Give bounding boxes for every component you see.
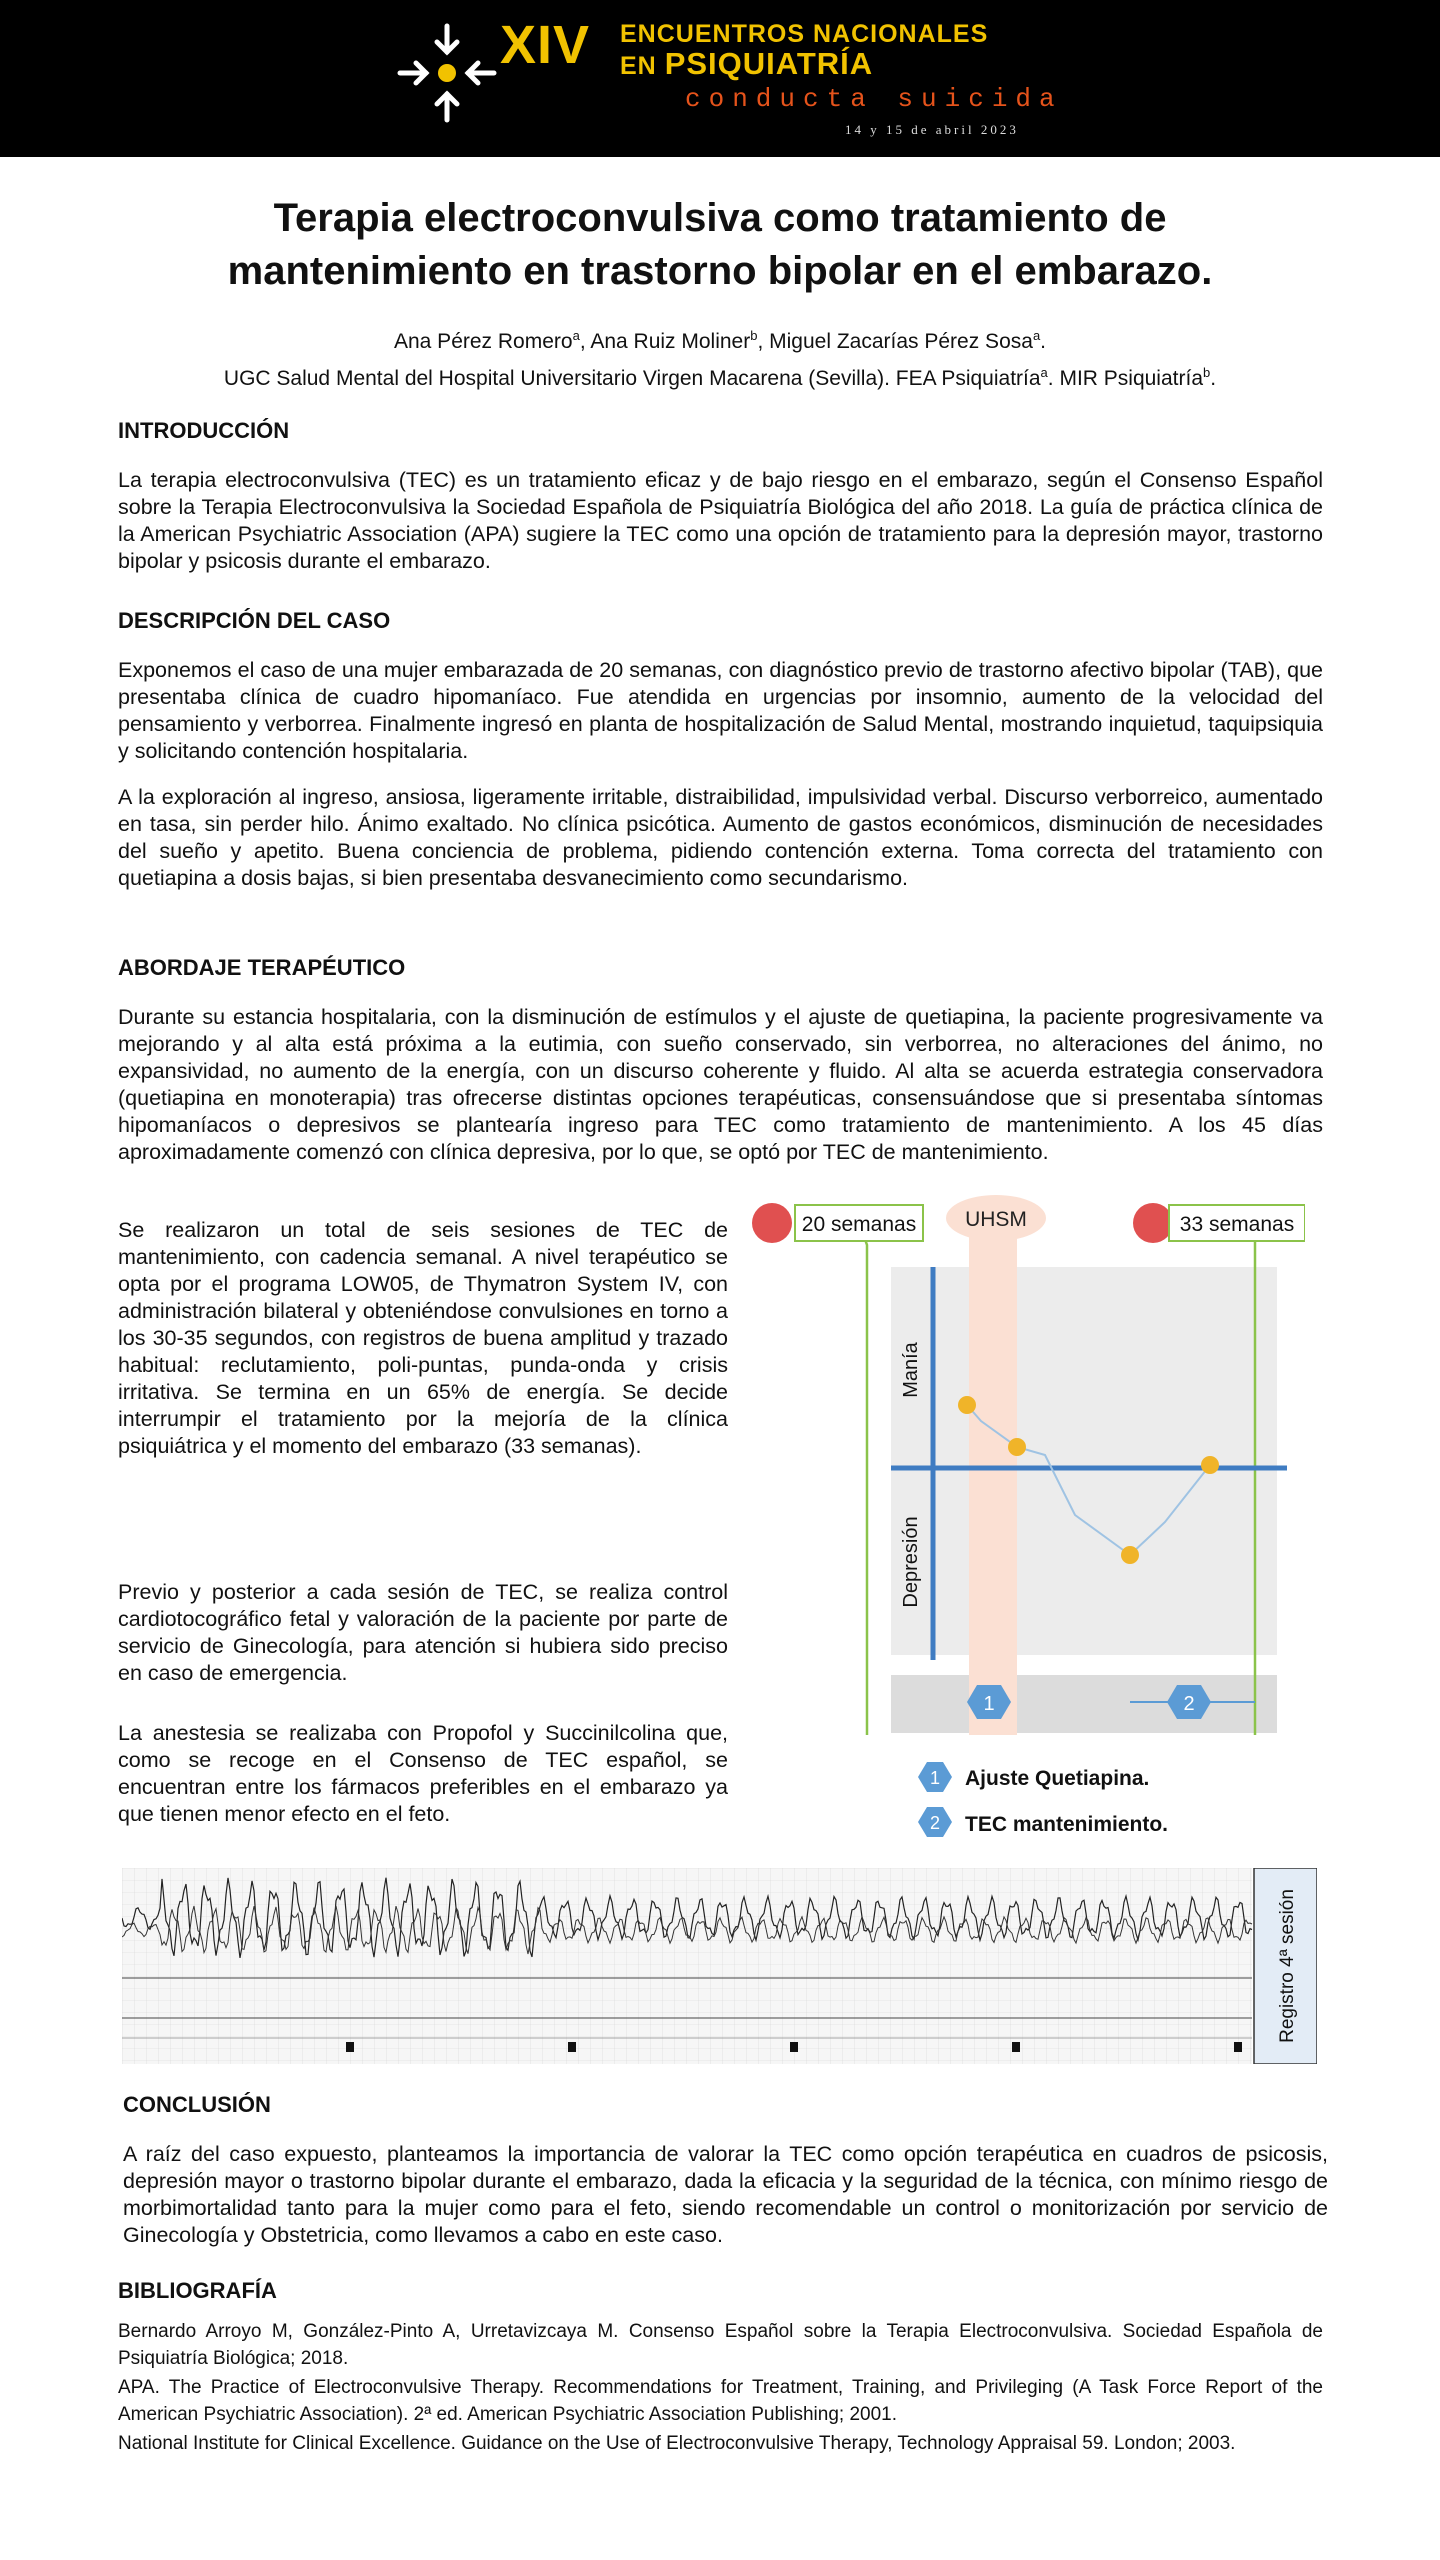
fetus-icon: [752, 1203, 792, 1243]
affiliation-text: UGC Salud Mental del Hospital Universitario Virgen Macarena (Sevilla). FEA Psiquiatría: [223, 367, 1041, 390]
section-heading-caso: DESCRIPCIÓN DEL CASO: [118, 608, 391, 633]
eeg-recording-strip: [122, 1868, 1317, 2064]
poster-title-line1: Terapia electroconvulsiva como tratamiento de: [273, 196, 1167, 240]
mood-point: [1121, 1546, 1139, 1564]
section-heading-abordaje: ABORDAJE TERAPÉUTICO: [118, 955, 406, 980]
legend-2-text: TEC mantenimiento.: [965, 1813, 1169, 1836]
eeg-grid: [122, 1868, 1252, 2064]
conference-title-en: EN: [620, 52, 665, 80]
eeg-time-marker: [790, 2042, 798, 2052]
abordaje-paragraph-2: Se realizaron un total de seis sesiones de TEC de mantenimiento, con cadencia semanal. A nivel terapéutico se opta por el programa LOW05, de Thymatron System IV, con administración bilateral y obteniéndose convulsiones en torno a los 30-35 segundos, con registros de buena amplitud y trazado habitual: reclutamiento, poli-puntas, punda-onda y crisis irritativa. Se termina en un 65% de energía. Se decide interrumpir el tratamiento por la mejoría de la clínica psiquiátrica y el momento del embarazo (33 semanas).: [118, 1218, 728, 1458]
eeg-time-marker: [568, 2042, 576, 2052]
author-1: Ana Pérez Romero: [393, 330, 573, 353]
authors-block: [60, 320, 1380, 394]
mood-timeline-figure: [745, 1195, 1305, 1855]
legend-badge-2-label: 2: [929, 1813, 941, 1833]
author-2: Ana Ruiz Moliner: [590, 330, 751, 353]
conclusion-paragraph: A raíz del caso expuesto, planteamos la importancia de valorar la TEC como opción terapéutica en cuadros de psicosis, depresión mayor o trastorno bipolar durante el embarazo, dada la eficacia y la seguridad de la técnica, con mínimo riesgo de morbimortalidad tanto para la mujer como para el feto, siendo recomendable un control o monitorización por servicio de Ginecología y Obstetricia, como llevamos a cabo en este caso.: [123, 2142, 1328, 2247]
affiliation-end: .: [1210, 367, 1217, 390]
author-3: Miguel Zacarías Pérez Sosa: [769, 330, 1033, 353]
conference-logo-icon: [392, 18, 502, 128]
mood-point: [1008, 1438, 1026, 1456]
author-2-sup: b: [750, 328, 758, 343]
caso-paragraph-1: Exponemos el caso de una mujer embarazada de 20 semanas, con diagnóstico previo de trastorno afectivo bipolar (TAB), que presentaba clínica de cuadro hipomaníaco. Fue atendida en urgencias por insomnio, aumento de la velocidad del pensamiento y verborrea. Finalmente ingresó en planta de hospitalización de Salud Mental, mostrando inquietud, taquipsiquia y solicitando contención hospitalaria.: [118, 658, 1323, 763]
fetus-icon: [1133, 1203, 1173, 1243]
start-week-line: [860, 1225, 867, 1735]
author-1-sup: a: [572, 328, 580, 343]
affiliation-mir: . MIR Psiquiatría: [1047, 367, 1203, 390]
eeg-label: Registro 4ª sesión: [1277, 1889, 1298, 2043]
section-heading-bib: BIBLIOGRAFÍA: [118, 2278, 277, 2303]
legend-badge-1-label: 1: [929, 1768, 941, 1788]
mood-point: [1201, 1456, 1219, 1474]
axis-label-depresion: Depresión: [900, 1516, 922, 1608]
bib-entry-1: Bernardo Arroyo M, González-Pinto A, Urretavizcaya M. Consenso Español sobre la Terapia Electroconvulsiva. Sociedad Española de Psiquiatría Biológica; 2018.: [118, 2321, 1323, 2369]
affiliation-sup-a: a: [1040, 365, 1048, 380]
eeg-time-marker: [1012, 2042, 1020, 2052]
conference-header: [0, 0, 1440, 157]
axis-label-mania: Manía: [900, 1342, 922, 1398]
eeg-time-marker: [1234, 2042, 1242, 2052]
abordaje-paragraph-1: Durante su estancia hospitalaria, con la disminución de estímulos y el ajuste de quetiapina, la paciente progresivamente va mejorando y al alta está próxima a la eutimia, con sueño conservado, sin verborrea, no alteraciones del ánimo, no expansividad, no aumento de la energía, con un discurso coherente y fluido. Al alta se acuerda estrategia conservadora (quetiapina en monoterapia) tras ofrecerse distintas opciones terapéuticas, consensuándose que si presentaba síntomas hipomaníacos o depresivos se plantearía ingreso para TEC como tratamiento de mantenimiento. A los 45 días aproximadamente comenzó con clínica depresiva, por lo que, se optó por TEC de mantenimiento.: [118, 1005, 1323, 1164]
chart-background: [891, 1267, 1277, 1655]
section-heading-conclusion: CONCLUSIÓN: [123, 2092, 271, 2117]
caso-paragraph-2: A la exploración al ingreso, ansiosa, ligeramente irritable, distraibilidad, impulsividad verbal. Discurso verborreico, aumentado en tasa, sin perder hilo. Ánimo exaltado. No clínica psicótica. Aumento de gastos económicos, disminución de necesidades del sueño y apetito. Buena conciencia de problema, pidiendo contención externa. Toma correcta del tratamiento con quetiapina a dosis bajas, si bien presentaba desvanecimiento como secundarismo.: [118, 785, 1323, 890]
conference-title-psiquiatria: PSIQUIATRÍA: [664, 46, 874, 81]
conference-numeral: XIV: [500, 15, 591, 75]
author-sep: ,: [757, 330, 770, 353]
marker-1-label: 1: [983, 1693, 995, 1715]
abordaje-paragraph-3: Previo y posterior a cada sesión de TEC, se realiza control cardiotocográfico fetal y valoración de la paciente por parte de servicio de Ginecología, para atención si hubiera sido preciso en caso de emergencia.: [118, 1580, 728, 1685]
author-end: .: [1040, 330, 1047, 353]
conference-subtitle: conducta suicida: [685, 84, 1063, 114]
section-heading-intro: INTRODUCCIÓN: [118, 418, 290, 443]
week-end-label: 33 semanas: [1179, 1213, 1295, 1236]
uhsm-label: UHSM: [965, 1208, 1027, 1231]
hospitalization-band: [969, 1235, 1017, 1735]
legend-1-text: Ajuste Quetiapina.: [965, 1767, 1150, 1790]
marker-2-label: 2: [1183, 1693, 1195, 1715]
mood-point: [958, 1396, 976, 1414]
conference-title-line1: ENCUENTROS NACIONALES: [620, 20, 989, 48]
intro-paragraph: La terapia electroconvulsiva (TEC) es un tratamiento eficaz y de bajo riesgo en el embarazo, según el Consenso Español sobre la Terapia Electroconvulsiva la Sociedad Española de Psiquiatría Biológica del año 2018. La guía de práctica clínica de la American Psychiatric Association (APA) sugiere la TEC como una opción de tratamiento para la depresión mayor, trastorno bipolar y psicosis durante el embarazo.: [118, 468, 1323, 573]
abordaje-paragraph-4: La anestesia se realizaba con Propofol y Succinilcolina que, como se recoge en el Consenso de TEC español, se encuentran entre los fármacos preferibles en el embarazo ya que tienen menor efecto en el feto.: [118, 1721, 728, 1826]
week-start-label: 20 semanas: [801, 1213, 917, 1236]
bib-entry-2: APA. The Practice of Electroconvulsive Therapy. Recommendations for Treatment, Training, and Privileging (A Task Force Report of the American Psychiatric Association). 2ª ed. American Psychiatric Association Publishing; 2001.: [118, 2377, 1323, 2425]
affiliation: [60, 357, 1380, 394]
treatment-strip: [891, 1675, 1277, 1733]
poster-title: [100, 192, 1340, 298]
eeg-time-marker: [346, 2042, 354, 2052]
author-sep: ,: [579, 330, 591, 353]
affiliation-sup-b: b: [1203, 365, 1211, 380]
conference-date: 14 y 15 de abril 2023: [845, 122, 1019, 137]
author-3-sup: a: [1032, 328, 1041, 343]
bib-entry-3: National Institute for Clinical Excellence. Guidance on the Use of Electroconvulsive Therapy, Technology Appraisal 59. London; 2003.: [118, 2433, 1236, 2454]
author-list: [60, 320, 1380, 357]
poster-title-line2: mantenimiento en trastorno bipolar en el embarazo.: [227, 249, 1213, 293]
conference-title-line2: [620, 46, 873, 82]
